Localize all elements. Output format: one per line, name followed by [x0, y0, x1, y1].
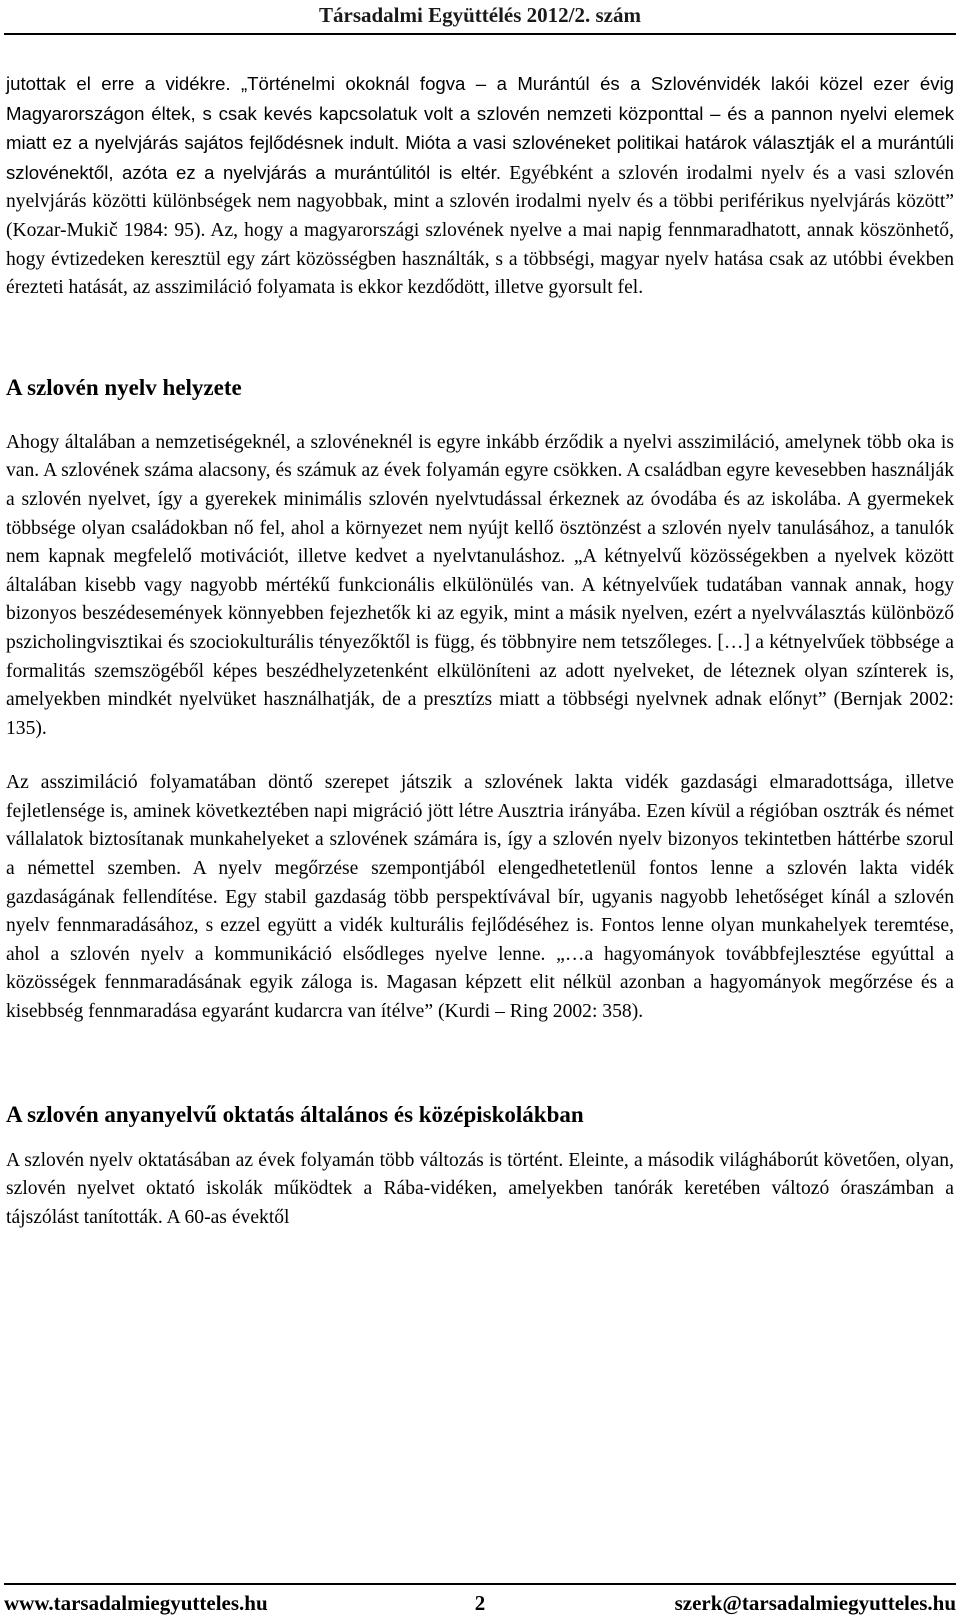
article-body	[6, 70, 954, 1232]
paragraph-intro-quote: jutottak el erre a vidékre. „Történelmi okoknál fogva – a Murántúl és a Szlovénvidék lakói közel ezer évig Magyarországon éltek, s csak kevés kapcsolatuk volt a szlovén nemzeti központtal – és a pannon nyelvi elemek miatt ez a nyelvjárás sajátos fejlődésnek indult. Mióta a vasi szlovéneket politikai határok választják el a murántúli szlovénektől, azóta ez a nyelvjárás a murántúlitól is eltér.	[6, 73, 954, 183]
paragraph-assimilation: Ahogy általában a nemzetiségeknél, a szlovéneknél is egyre inkább érződik a nyelvi asszimiláció, amelynek több oka is van. A szlovének száma alacsony, és számuk az évek folyamán egyre csökken. A családban egyre kevesebben használják a szlovén nyelvet, így a gyerekek minimális szlovén nyelvtudással érkeznek az óvodába és az iskolába. A gyermekek többsége olyan családokban nő fel, ahol a környezet nem nyújt kellő ösztönzést a szlovén nyelv tanulásához, a tanulók nem kapnak megfelelő motivációt, illetve kedvet a nyelvtanuláshoz. „A kétnyelvű közösségekben a nyelvek között általában kisebb vagy nagyobb mértékű funkcionális elkülönülés van. A kétnyelvűek tudatában vannak annak, hogy bizonyos beszédesemények könnyebben fejezhetők ki az egyik, mint a másik nyelven, ezért a nyelvválasztás különböző pszicholingvisztikai és szociokulturális tényezőktől is függ, és többnyire nem tetszőleges. […] a kétnyelvűek többsége a formalitás szemszögéből képes beszédhelyzetenként elkülöníteni az adott nyelveket, de léteznek olyan színterek is, amelyekben mindkét nyelvüket használhatják, de a presztízs miatt a többségi nyelvnek adnak előnyt” (Bernjak 2002: 135).	[6, 431, 954, 739]
section-heading-language-situation: A szlovén nyelv helyzete	[6, 374, 242, 400]
paragraph-intro	[6, 70, 954, 303]
section-heading-education: A szlovén anyanyelvű oktatás általános és középiskolákban	[6, 1101, 584, 1127]
journal-title: Társadalmi Együttélés 2012/2. szám	[319, 3, 641, 27]
footer-email-link[interactable]: szerk@tarsadalmiegyutteles.hu	[674, 1591, 956, 1615]
footer-divider	[4, 1583, 956, 1585]
footer-website-link[interactable]: www.tarsadalmiegyutteles.hu	[4, 1591, 268, 1615]
paragraph-education: A szlovén nyelv oktatásában az évek folyamán több változás is történt. Eleinte, a második világháborút követően, olyan, szlovén nyelvet oktató iskolák működtek a Rába-vidéken, amelyekben tanórák keretében változó óraszámban a tájszólást tanították. A 60-as évektől	[6, 1149, 954, 1228]
paragraph-intro-continuation: Egyébként a szlovén irodalmi nyelv és a vasi szlovén nyelvjárás közötti különbségek nem nagyobbak, mint a szlovén irodalmi nyelv és a többi periférikus nyelvjárás között” (Kozar-Mukič 1984: 95). Az, hogy a magyarországi szlovének nyelve a mai napig fennmaradhatott, annak köszönhető, hogy évtizedeken keresztül egy zárt közösségben használták, s a többségi, magyar nyelv hatása csak az utóbbi években érezteti hatását, az asszimiláció folyamata is ekkor kezdődött, illetve gyorsult fel.	[6, 162, 954, 299]
paragraph-economy: Az asszimiláció folyamatában döntő szerepet játszik a szlovének lakta vidék gazdasági elmaradottsága, illetve fejletlensége is, aminek következtében napi migráció jött létre Ausztria irányába. Ezen kívül a régióban osztrák és német vállalatok biztosítanak munkahelyeket a szlovének számára is, így a szlovén nyelv bizonyos tekintetben háttérbe szorul a némettel szemben. A nyelv megőrzése szempontjából elengedhetetlenül fontos lenne a szlovén lakta vidék gazdaságának fellendítése. Egy stabil gazdaság több perspektívával bír, ugyanis nagyobb lehetőséget kínál a szlovén nyelv fennmaradásához, s ezzel együtt a vidék kulturális fejlődéséhez is. Fontos lenne olyan munkahelyek teremtése, ahol a szlovén nyelv a kommunikáció elsődleges nyelve lenne. „…a hagyományok továbbfejlesztése egyúttal a közösségek fennmaradásának egyik záloga is. Magasan képzett elit nélkül azonban a hagyományok megőrzése és a kisebbség fennmaradása egyaránt kudarcra van ítélve” (Kurdi – Ring 2002: 358).	[6, 772, 954, 1023]
header-divider	[4, 33, 956, 35]
journal-header	[0, 0, 960, 36]
page-number: 2	[474, 1591, 486, 1615]
page-footer	[4, 1588, 956, 1618]
